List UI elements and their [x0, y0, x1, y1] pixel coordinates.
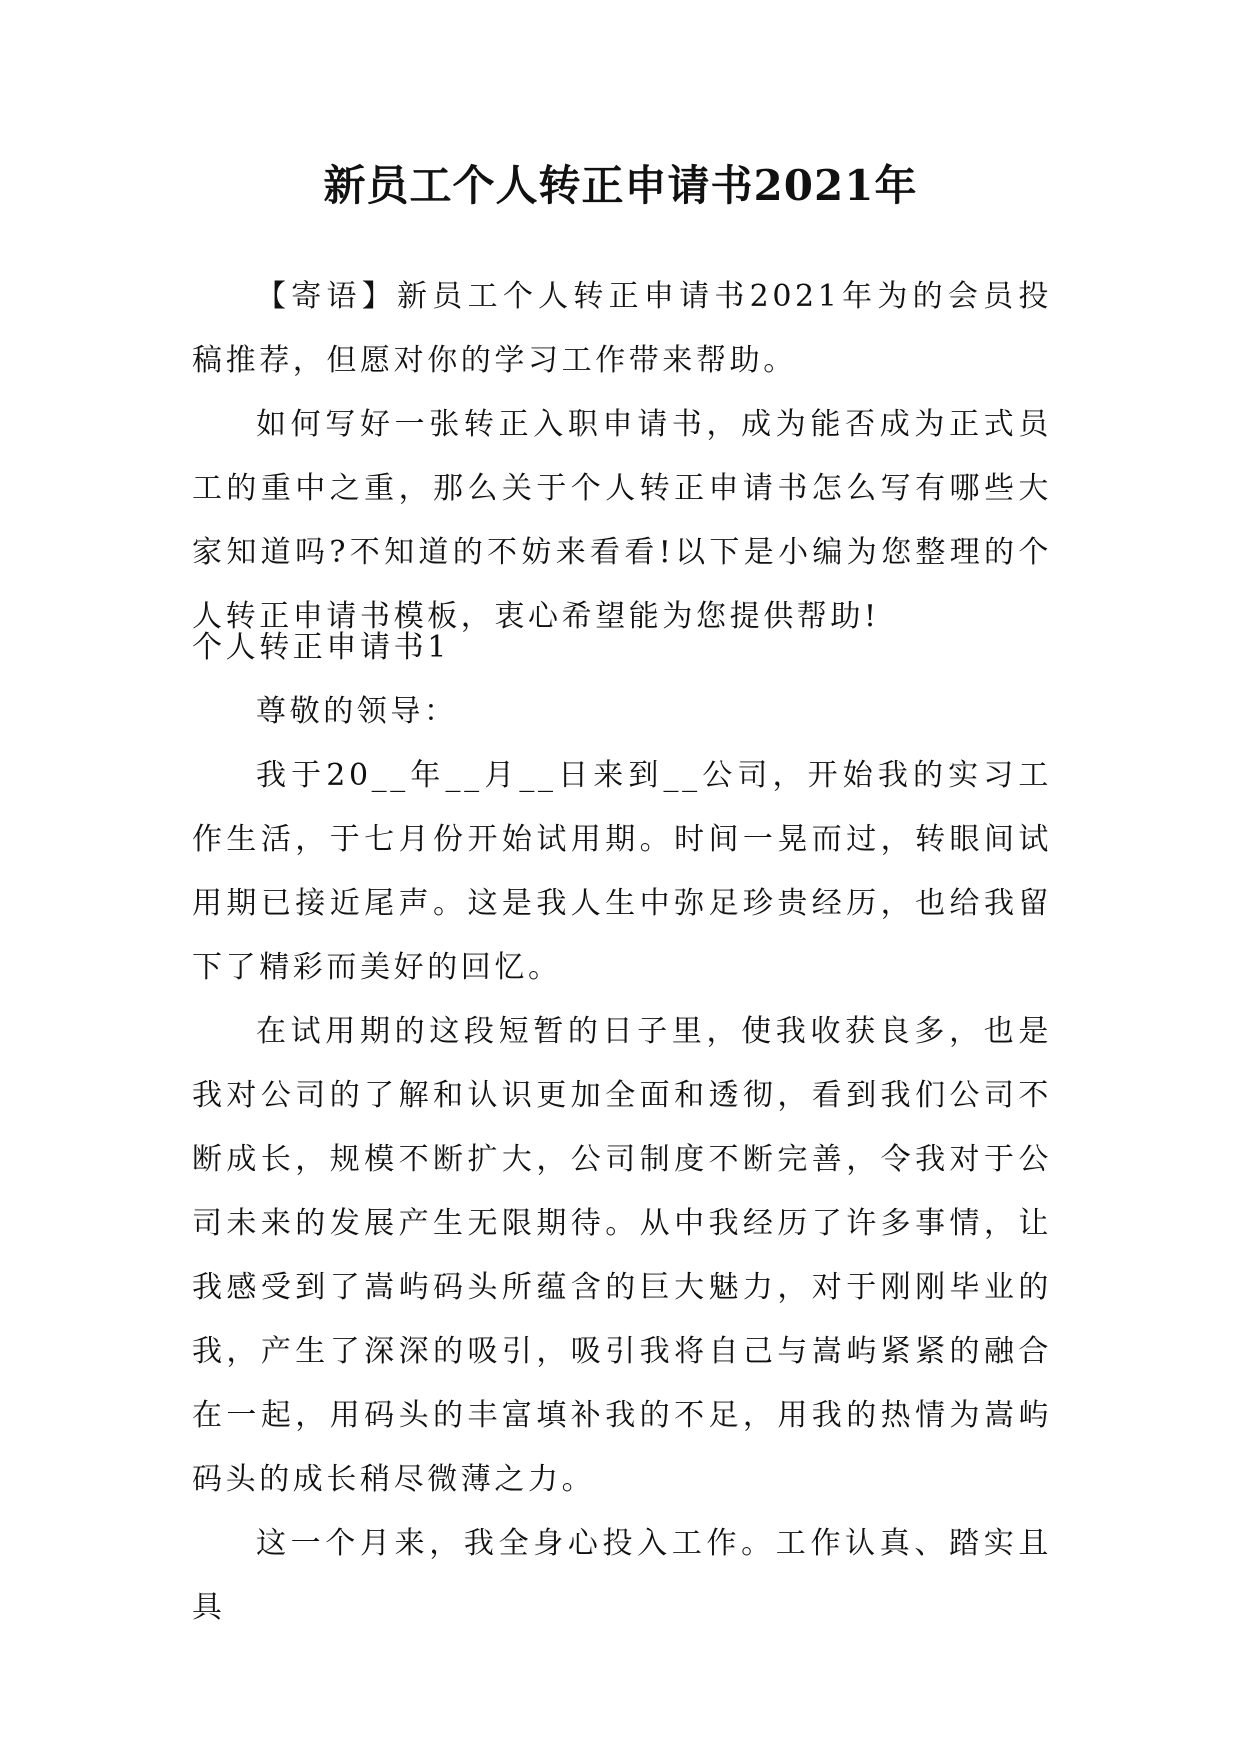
- salutation: 尊敬的领导：: [256, 694, 458, 729]
- letter-paragraph-2: 在试用期的这段短暂的日子里，使我收获良多，也是我对公司的了解和认识更加全面和透彻，看到我们公司不断成长，规模不断扩大，公司制度不断完善，令我对于公司未来的发展产生无限期待。从中我经历了许多事情，让我感受到了嵩屿码头所蕴含的巨大魅力，对于刚刚毕业的我，产生了深深的吸引，吸引我将自己与嵩屿紧紧的融合在一起，用码头的丰富填补我的不足，用我的热情为嵩屿码头的成长稍尽微薄之力。: [192, 1014, 1052, 1497]
- document-title: 新员工个人转正申请书2021年: [323, 161, 918, 210]
- intro-paragraph-1: 【寄语】新员工个人转正申请书2021年为的会员投稿推荐，但愿对你的学习工作带来帮助。: [192, 279, 1052, 378]
- intro-paragraph-2: 如何写好一张转正入职申请书，成为能否成为正式员工的重中之重，那么关于个人转正申请书怎么写有哪些大家知道吗?不知道的不妨来看看!以下是小编为您整理的个人转正申请书模板，衷心希望能为您提供帮助!: [192, 407, 1052, 634]
- letter-paragraph-1: 我于20__年__月__日来到__公司，开始我的实习工作生活，于七月份开始试用期。时间一晃而过，转眼间试用期已接近尾声。这是我人生中弥足珍贵经历，也给我留下了精彩而美好的回忆。: [192, 758, 1052, 985]
- letter-section: [192, 616, 1052, 1640]
- intro-section: [192, 265, 1052, 649]
- section-heading: 个人转正申请书1: [192, 630, 450, 665]
- letter-paragraph-3: 这一个月来，我全身心投入工作。工作认真、踏实且具: [192, 1526, 1052, 1625]
